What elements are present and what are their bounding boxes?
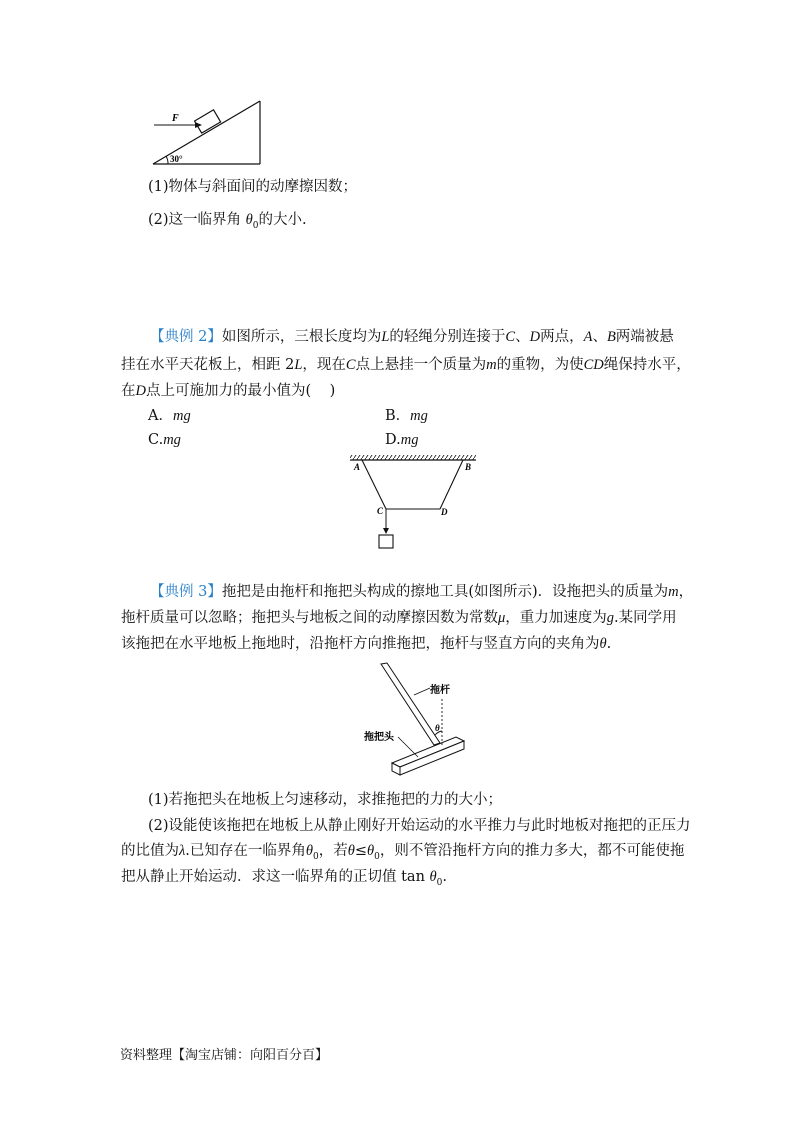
example2-line2: 挂在水平天花板上，相距 2L，现在C点上悬挂一个质量为m的重物，为使CD绳保持水平，: [121, 357, 691, 373]
string-arrowhead: [383, 528, 389, 534]
example3-line1: 【典例 3】拖把是由拖杆和拖把头构成的擦地工具(如图所示)．设拖把头的质量为m，: [150, 584, 694, 600]
label-B: B: [465, 462, 472, 472]
q2-prefix: (2)这一临界角: [148, 212, 246, 228]
mop-figure: [362, 661, 474, 781]
q2-theta: θ: [245, 212, 253, 228]
example3-q1: (1)若拖把头在地板上匀速移动，求推拖把的力的大小；: [148, 792, 503, 808]
example2-line3: 在D点上可施加力的最小值为( ): [121, 383, 336, 399]
label-A: A: [354, 462, 361, 472]
example3-line2: 拖杆质量可以忽略；拖把头与地板之间的动摩擦因数为常数μ，重力加速度为g.某同学用: [121, 610, 677, 626]
q2-suffix: 的大小.: [258, 212, 307, 228]
problem1-q1: (1)物体与斜面间的动摩擦因数；: [148, 179, 358, 195]
theta-label: θ: [435, 723, 440, 733]
option-a: A．mg: [148, 408, 191, 424]
problem1-q2: [148, 210, 307, 236]
option-c: C.mg: [148, 432, 181, 448]
footer-text: 资料整理【淘宝店铺：向阳百分百】: [120, 1048, 329, 1063]
head-leader: [398, 737, 418, 757]
example3-q2-line3: 把从静止开始运动．求这一临界角的正切值 $\tan \theta_0$.: [121, 869, 447, 888]
example2-line1: 【典例 2】如图所示，三根长度均为L的轻绳分别连接于C、D两点，A、B两端被悬: [150, 329, 674, 345]
head-label: 拖把头: [364, 732, 394, 743]
ceiling-hatch: [350, 455, 476, 460]
example2-tag: 【典例 2】: [150, 329, 222, 345]
option-b: B．mg: [385, 408, 428, 424]
rod-leader: [414, 688, 430, 695]
incline-figure: [150, 98, 270, 168]
rope-figure: [346, 452, 481, 552]
rod-label: 拖杆: [430, 685, 450, 696]
ropes: [362, 460, 463, 509]
label-D: D: [441, 507, 448, 517]
example3-tag: 【典例 3】: [150, 584, 222, 600]
example3-q2-line1: (2)设能使该拖把在地板上从静止刚好开始运动的水平推力与此时地板对拖把的正压力: [148, 818, 691, 834]
option-d: D.mg: [385, 432, 419, 448]
label-C: C: [377, 506, 384, 516]
angle-label: 30°: [170, 154, 183, 164]
q2-sub: 0: [252, 220, 259, 231]
block: [195, 110, 221, 133]
weight-box: [379, 535, 393, 548]
force-label: F: [172, 113, 179, 124]
example3-q2-line2: 的比值为λ.已知存在一临界角$\theta_0$，若$\theta\le\theta_0$，则不管沿拖杆方向的推力多大，都不可能使拖: [121, 843, 685, 862]
angle-arc: [166, 156, 168, 164]
example3-line3: 该拖把在水平地板上拖地时，沿拖杆方向推拖把，拖杆与竖直方向的夹角为θ.: [121, 636, 612, 652]
